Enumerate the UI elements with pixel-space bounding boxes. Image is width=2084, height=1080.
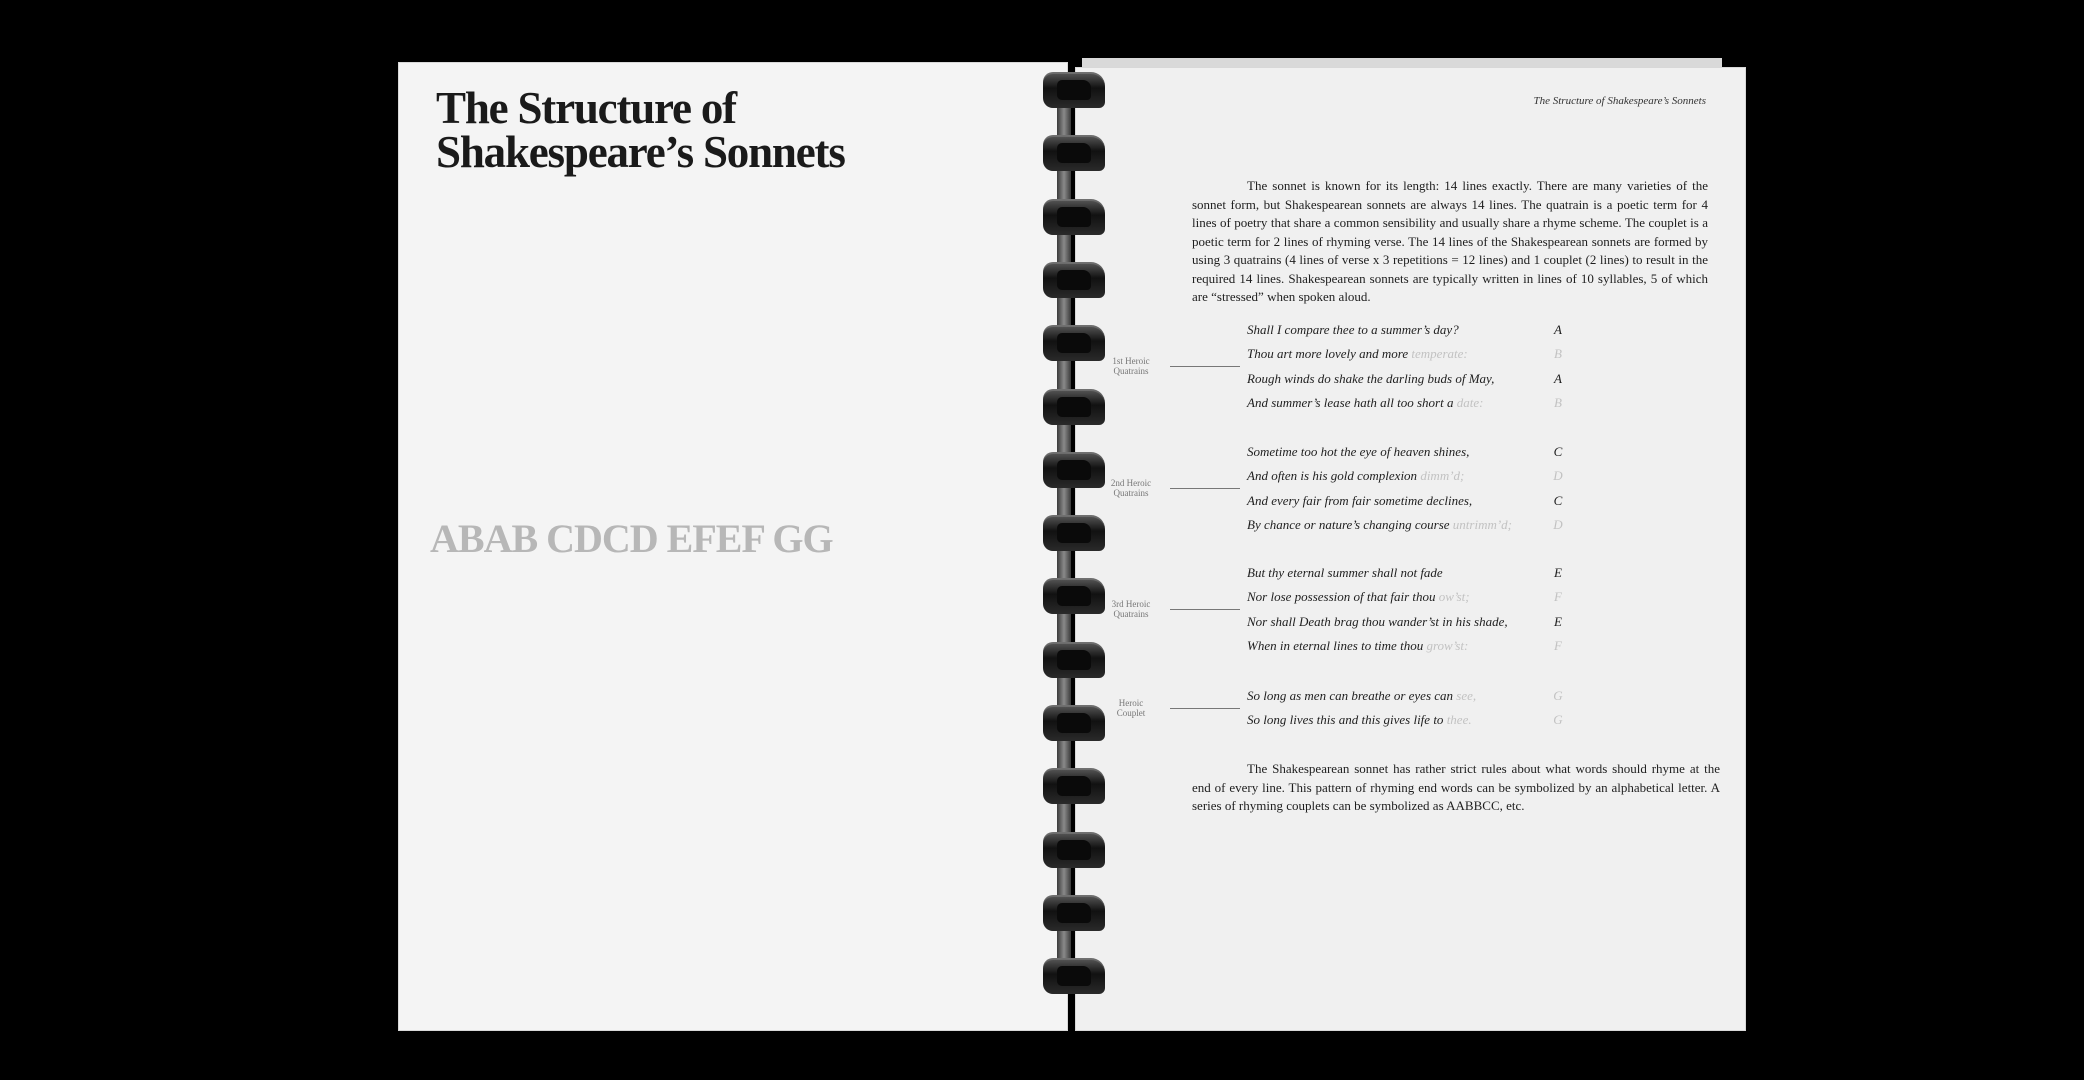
verse-text: But thy eternal summer shall not fade [1247,565,1443,580]
rhyme-letter: F [1554,637,1562,653]
stanza-label [1106,698,1156,718]
binding-coil [1043,72,1105,108]
stanza-leader-line [1170,366,1240,367]
stanza-label-line-2: Quatrains [1113,609,1149,620]
rhyme-letter: E [1554,613,1562,629]
verse-line [1247,371,1494,387]
stanza-label [1106,356,1156,376]
stanza-label [1106,599,1156,619]
rhyme-letter: G [1553,712,1563,728]
verse-line [1247,493,1472,509]
verse-text: Nor lose possession of that fair thou [1247,589,1439,605]
stanza-label-line-2: Quatrains [1113,366,1149,377]
rhyme-letter: D [1553,516,1563,532]
binding-coil [1043,895,1105,931]
rhyme-letter: G [1553,688,1563,703]
binding-coil [1043,768,1105,804]
rhyme-letter: C [1553,444,1563,459]
verse-line [1247,565,1443,581]
verse-line [1247,322,1459,338]
binding-coil [1043,642,1105,678]
title-line-1: The Structure of [436,83,736,133]
rhyme-letter: A [1554,322,1562,337]
verse-line [1247,444,1469,460]
rhyme-letter: F [1554,589,1562,605]
rhyme-scheme-heading: ABAB CDCD EFEF GG [430,516,833,561]
stanza-leader-line [1170,708,1240,709]
verse-line [1247,688,1476,704]
verse-line [1247,346,1468,362]
binding-coil [1043,389,1105,425]
stanza-leader-line [1170,609,1240,610]
verse-line [1247,395,1483,411]
verse-end-word: grow’st: [1426,637,1469,653]
rhyme-letter: B [1554,346,1562,362]
verse-text: So long as men can breathe or eyes can [1247,688,1457,703]
verse-text: Thou art more lovely and more [1247,346,1412,362]
verse-line [1247,589,1470,605]
verse-end-word: date: [1456,394,1484,410]
verse-text: And summer’s lease hath all too short a [1247,394,1457,410]
verse-text: And every fair from fair sometime declines, [1247,492,1473,508]
rhyme-letter: B [1554,394,1562,410]
verse-end-word: untrimm’d; [1452,516,1513,532]
binding-coil [1043,578,1105,614]
verse-end-word: dimm’d; [1420,468,1465,484]
verse-end-word: temperate: [1411,346,1468,362]
title-line-2: Shakespeare’s Sonnets [436,127,845,177]
binding-coil [1043,452,1105,488]
verse-end-word: thee. [1446,712,1472,728]
verse-text: Shall I compare thee to a summer’s day? [1247,322,1459,337]
verse-end-word: ow’st; [1438,589,1470,605]
verse-text: By chance or nature’s changing course [1247,516,1453,532]
intro-paragraph: The sonnet is known for its length: 14 lines exactly. There are many varieties of the sonnet form, but Shakespearean sonnets are always 14 lines. The quatrain is a poetic term for 4 lines of poetry that share a common sensibility and usually share a rhyme scheme. The couplet is a poetic term for 2 lines of rhyming verse. The 14 lines of the Shakespearean sonnets are formed by using 3 quatrains (4 lines of verse x 3 repetitions = 12 lines) and 1 couplet (2 lines) to result in the required 14 lines. Shakespearean sonnets are typically written in lines of 10 syllables, 5 of which are “stressed” when spoken aloud. [1192,178,1708,304]
stanza-label [1106,478,1156,498]
binding-coil [1043,135,1105,171]
stanza-label-line-2: Couplet [1116,708,1146,719]
verse-text: And often is his gold complexion [1247,468,1421,484]
verse-text: Rough winds do shake the darling buds of May, [1247,370,1495,386]
binding-coil [1043,958,1105,994]
stanza-label-line-1: Heroic [1118,698,1144,709]
binding-coil [1043,199,1105,235]
binding-coil [1043,262,1105,298]
rhyme-letter: D [1553,468,1563,484]
outro-paragraph: The Shakespearean sonnet has rather strict rules about what words should rhyme at the end of every line. This pattern of rhyming end words can be symbolized by an alphabetical letter. A series of rhyming couplets can be symbolized as AABBCC, etc. [1192,761,1720,813]
rhyme-letter: C [1553,492,1563,508]
binding-coil [1043,705,1105,741]
verse-text: Sometime too hot the eye of heaven shines, [1247,444,1470,459]
stanza-label-line-2: Quatrains [1113,488,1149,499]
verse-line [1247,614,1508,630]
verse-text: So long lives this and this gives life to [1247,712,1447,728]
binding-coil [1043,515,1105,551]
verse-text: Nor shall Death brag thou wander’st in his shade, [1247,613,1508,629]
page-title [436,83,856,177]
stanza-leader-line [1170,488,1240,489]
binding-coil [1043,325,1105,361]
verse-text: When in eternal lines to time thou [1247,637,1427,653]
verse-line [1247,468,1464,484]
rhyme-letter: A [1554,370,1562,386]
binding-coil [1043,832,1105,868]
verse-line [1247,638,1468,654]
running-head: The Structure of Shakespeare’s Sonnets [1533,95,1706,107]
verse-line [1247,712,1472,728]
verse-end-word: see, [1456,688,1477,703]
stanza-label-line-1: 1st Heroic [1112,356,1150,367]
rhyme-letter: E [1554,565,1562,580]
stanza-label-line-1: 2nd Heroic [1110,478,1152,489]
verse-line [1247,517,1512,533]
stanza-label-line-1: 3rd Heroic [1111,599,1151,610]
